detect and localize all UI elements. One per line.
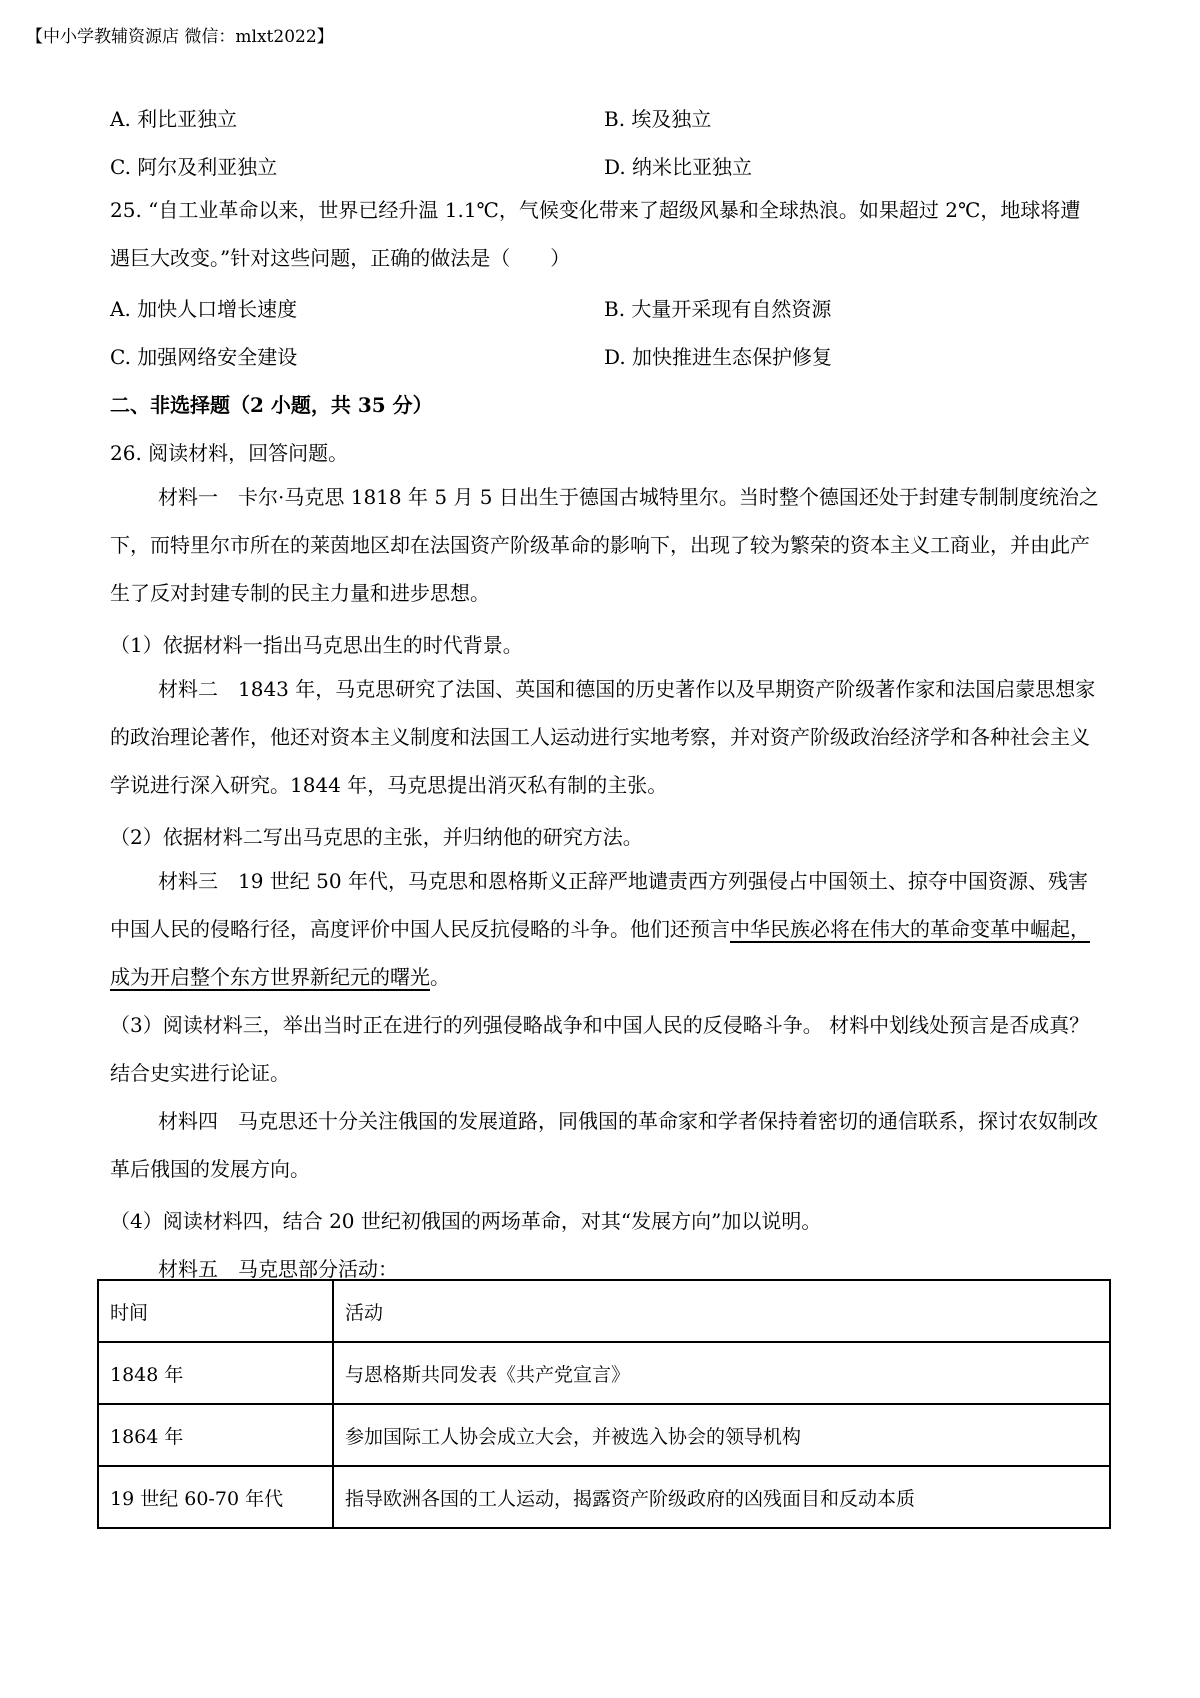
section-heading: 二、非选择题（2 小题，共 35 分） — [110, 393, 433, 417]
q24-option-a: A. 利比亚独立 — [110, 107, 238, 131]
q24-option-d: D. 纳米比亚独立 — [604, 155, 753, 179]
material-4: 材料四 马克思还十分关注俄国的发展道路，同俄国的革命家和学者保持着密切的通信联系，探讨农奴制改革后俄国的发展方向。 — [110, 1109, 1098, 1181]
q25-stem: 25. “自工业革命以来，世界已经升温 1.1℃，气候变化带来了超级风暴和全球热浪。如果超过 2℃，地球将遭遇巨大改变。”针对这些问题，正确的做法是（ ） — [110, 198, 1081, 270]
question-3: （3）阅读材料三，举出当时正在进行的列强侵略战争和中国人民的反侵略斗争。 材料中划线处预言是否成真？结合史实进行论证。 — [110, 1013, 1090, 1085]
q26-stem: 26. 阅读材料，回答问题。 — [110, 441, 349, 465]
table-cell-time: 1848 年 — [98, 1342, 333, 1404]
table-cell-time: 1864 年 — [98, 1404, 333, 1466]
table-cell-time: 19 世纪 60-70 年代 — [98, 1466, 333, 1528]
material-3-end: 。 — [430, 965, 450, 989]
q25-option-d: D. 加快推进生态保护修复 — [604, 345, 833, 369]
watermark: 【中小学教辅资源店 微信：mlxt2022】 — [26, 27, 334, 47]
material-5-intro: 材料五 马克思部分活动： — [158, 1257, 398, 1281]
q24-option-c: C. 阿尔及利亚独立 — [110, 155, 278, 179]
table-cell-activity: 与恩格斯共同发表《共产党宣言》 — [333, 1342, 1110, 1404]
table-header-time: 时间 — [98, 1280, 333, 1342]
question-1: （1）依据材料一指出马克思出生的时代背景。 — [110, 633, 523, 657]
material-3 — [110, 857, 1100, 1001]
question-2: （2）依据材料二写出马克思的主张，并归纳他的研究方法。 — [110, 825, 643, 849]
q25-option-a: A. 加快人口增长速度 — [110, 297, 298, 321]
table-header-activity: 活动 — [333, 1280, 1110, 1342]
table-cell-activity: 参加国际工人协会成立大会，并被选入协会的领导机构 — [333, 1404, 1110, 1466]
material-3-text: 材料三 19 世纪 50 年代，马克思和恩格斯义正辞严地谴责西方列强侵占中国领土、掠夺中国资源、残害中国人民的侵略行径，高度评价中国人民反抗侵略的斗争。他们还预言 — [110, 869, 1088, 941]
table-row — [98, 1404, 1110, 1466]
table-header-row — [98, 1280, 1110, 1342]
q24-option-b: B. 埃及独立 — [604, 107, 712, 131]
material-1: 材料一 卡尔·马克思 1818 年 5 月 5 日出生于德国古城特里尔。当时整个德国还处于封建专制制度统治之下，而特里尔市所在的莱茵地区却在法国资产阶级革命的影响下，出现了较为繁荣的资本主义工商业，并由此产生了反对封建专制的民主力量和进步思想。 — [110, 485, 1099, 605]
table-row — [98, 1466, 1110, 1528]
activity-table — [97, 1279, 1111, 1529]
table-cell-activity: 指导欧洲各国的工人运动，揭露资产阶级政府的凶残面目和反动本质 — [333, 1466, 1110, 1528]
question-4: （4）阅读材料四，结合 20 世纪初俄国的两场革命，对其“发展方向”加以说明。 — [110, 1209, 822, 1233]
material-2: 材料二 1843 年，马克思研究了法国、英国和德国的历史著作以及早期资产阶级著作家和法国启蒙思想家的政治理论著作，他还对资本主义制度和法国工人运动进行实地考察，并对资产阶级政治经济学和各种社会主义学说进行深入研究。1844 年，马克思提出消灭私有制的主张。 — [110, 677, 1096, 797]
q25-option-b: B. 大量开采现有自然资源 — [604, 297, 832, 321]
q25-option-c: C. 加强网络安全建设 — [110, 345, 298, 369]
table-row — [98, 1342, 1110, 1404]
material-3-underlined: 中华民族必将在伟大的革命变革中崛起，成为开启整个东方世界新纪元的曙光 — [110, 917, 1090, 989]
